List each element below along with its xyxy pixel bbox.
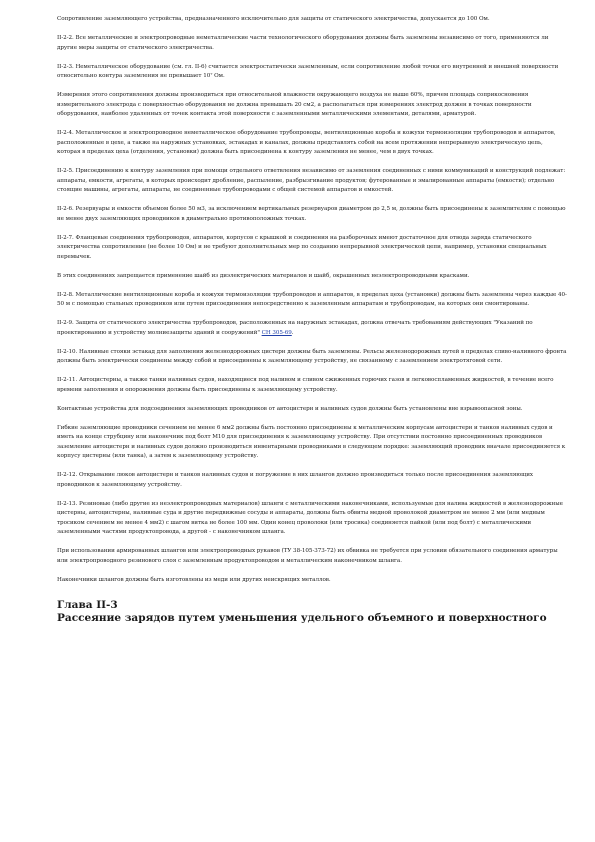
paragraph-measurement: Измерения этого сопротивления должны производиться при относительной влажности окружающего воздуха не выше 60%, причем площадь соприкосновения измерительного электрода с поверхностью оборудования не должна превышать 20 см2, а располагаться при измерениях электрод должен в точках поверхности оборудования, наиболее удаленных от точек контакта этой поверхности с заземленными металлическими элементами, деталями, арматурой. [57, 92, 532, 117]
paragraph-2-8: II-2-8. Металлические вентиляционные короба и кожухи термоизоляции трубопроводов и аппаратов, в пределах цеха (установки) должны быть заземлены через каждые 40-50 м с помощью стальных проводников или путем присоединения непосредственно к заземленным аппаратам и трубопроводам, на которых они смонтированы. [57, 291, 567, 307]
paragraph-2-7: II-2-7. Фланцевые соединения трубопроводов, аппаратов, корпусов с крышкой и соединения на разборочных имеют достаточное для отвода заряда статического электричества сопротивление (не более 10 Ом) и не требуют дополнительных мер по созданию непрерывной электрической цепи, например, установки специальных перемычек. [57, 234, 547, 260]
paragraph-hose-tips: Наконечники шлангов должны быть изготовлены из меди или других неискрящих металлов. [57, 576, 331, 583]
paragraph-2-10: II-2-10. Наливные стояки эстакад для заполнения железнодорожных цистерн должны быть заземлены. Рельсы железнодорожных путей в пределах сливо-наливного фронта должны быть электрически соединены между собой и присоединены к заземляющему устройству, не связанному с заземлением электротяговой сети. [57, 348, 567, 364]
paragraph-2-2: II-2-2. Все металлические и электропроводные неметаллические части технологического оборудования должны быть заземлены независимо от того, применяются ли другие меры защиты от статического электричества. [57, 35, 549, 51]
paragraph-flexible-conductors: Гибкие заземляющие проводники сечением не менее 6 мм2 должны быть постоянно присоединены к металлическим корпусам автоцистерн и танков наливных судов и иметь на конце струбцину или наконечник под болт М10 для присоединения к заземляющему устройству. При отсутствии постоянно присоединенных проводников заземление автоцистерн и наливных судов должно производиться инвентарными проводниками в следующем порядке: заземляющий проводник вначале присоединяется к корпусу цистерны (или танка), а затем к заземляющему устройству. [57, 424, 566, 459]
paragraph-contact-devices: Контактные устройства для подсоединения заземляющих проводников от автоцистерн и наливных судов должны быть установлены вне взрывоопасной зоны. [57, 405, 523, 412]
paragraph-2-4: II-2-4. Металлическое и электропроводное неметаллическое оборудование трубопроводы, вентиляционные короба и кожухи термоизоляции трубопроводов и аппаратов, расположенные в цехе, а также на наружных установках, эстакадах и каналах, должны представлять собой на всем протяжении непрерывную электрическую цепь, которая в пределах цеха (отделения, установки) должна быть присоединена к контуру заземления не менее, чем в двух точках. [57, 130, 556, 155]
paragraph-2-12: II-2-12. Открывание люков автоцистерн и танков наливных судов и погружение в них шлангов должно производиться только после присоединения заземляющих проводников к заземляющему устройству. [57, 472, 534, 488]
paragraph-2-13: II-2-13. Резиновые (либо другие из неэлектропроводных материалов) шланги с металлическими наконечниками, используемые для налива жидкостей в железнодорожные цистерны, автоцистерны, наливные суда и другие передвижные сосуды и аппараты, должны быть обвиты медной проволокой диаметром не менее 2 мм (или медным тросиком сечением не менее 4 мм2) с шагом витка не более 100 мм. Один конец проволоки (или тросика) соединяется пайкой (или под болт) с металлическими заземленными частями продуктопровода, а другой - с наконечником шланга. [57, 500, 563, 535]
paragraph-2-11: II-2-11. Автоцистерны, а также танки наливных судов, находящиеся под наливом и сливом сжиженных горючих газов и легковоспламенных жидкостей, в течение всего времени заполнения и опорожнения должны быть присоединены к заземляющему устройству. [57, 377, 554, 393]
paragraph-armored-hoses: При использовании армированных шлангов или электропроводных рукавов (ТУ 38-105-373-72) их обвивка не требуется при условии обязательного соединения арматуры или электропроводного резинового слоя с заземленным продуктопроводом и металлическим наконечником шланга. [57, 548, 558, 564]
paragraph-washers: В этих соединениях запрещается применение шайб из диэлектрических материалов и шайб, окрашенных неэлектропроводными красками. [57, 272, 470, 279]
chapter-title: Рассеяние зарядов путем уменьшения удельного объемного и поверхностного [57, 612, 547, 624]
paragraph-2-9-text: II-2-9. Защита от статического электричества трубопроводов, расположенных на наружных эстакадах, должна отвечать требованиям действующих "Указаний по проектированию и устройству молниезащиты зданий и сооружений" [57, 320, 533, 336]
chapter-label: Глава II-3 [57, 599, 118, 611]
document-page [57, 15, 567, 625]
paragraph-2-9 [57, 319, 567, 338]
paragraph-intro: Сопротивление заземляющего устройства, предназначенного исключительно для защиты от статического электричества, допускается до 100 Ом. [57, 16, 490, 22]
paragraph-2-5: II-2-5. Присоединению к контуру заземления при помощи отдельного ответвления независимо от заземления соединенных с ними коммуникаций и конструкций подлежат: аппараты, емкости, агрегаты, в которых происходит дробление, распыление, разбрызгивание продуктов; футерованные и эмалированные аппараты (емкости); отдельно стоящие машины, агрегаты, аппараты, не соединенные трубопроводами с общей системой аппаратов и емкостей. [57, 168, 566, 193]
paragraph-2-3: II-2-3. Неметаллическое оборудование (см. гл. II-6) считается электростатически заземленным, если сопротивление любой точки его внутренней и внешней поверхности относительно контура заземления не превышает 10⁷ Ом. [57, 63, 559, 79]
snip-link[interactable]: СН 305-69 [261, 329, 292, 336]
paragraph-2-9-suffix: . [291, 329, 294, 336]
paragraph-2-6: II-2-6. Резервуары и емкости объемом более 50 м3, за исключением вертикальных резервуаров диаметром до 2,5 м, должны быть присоединены к заземлителям с помощью не менее двух заземляющих проводников в диаметрально противоположных точках. [57, 206, 566, 222]
